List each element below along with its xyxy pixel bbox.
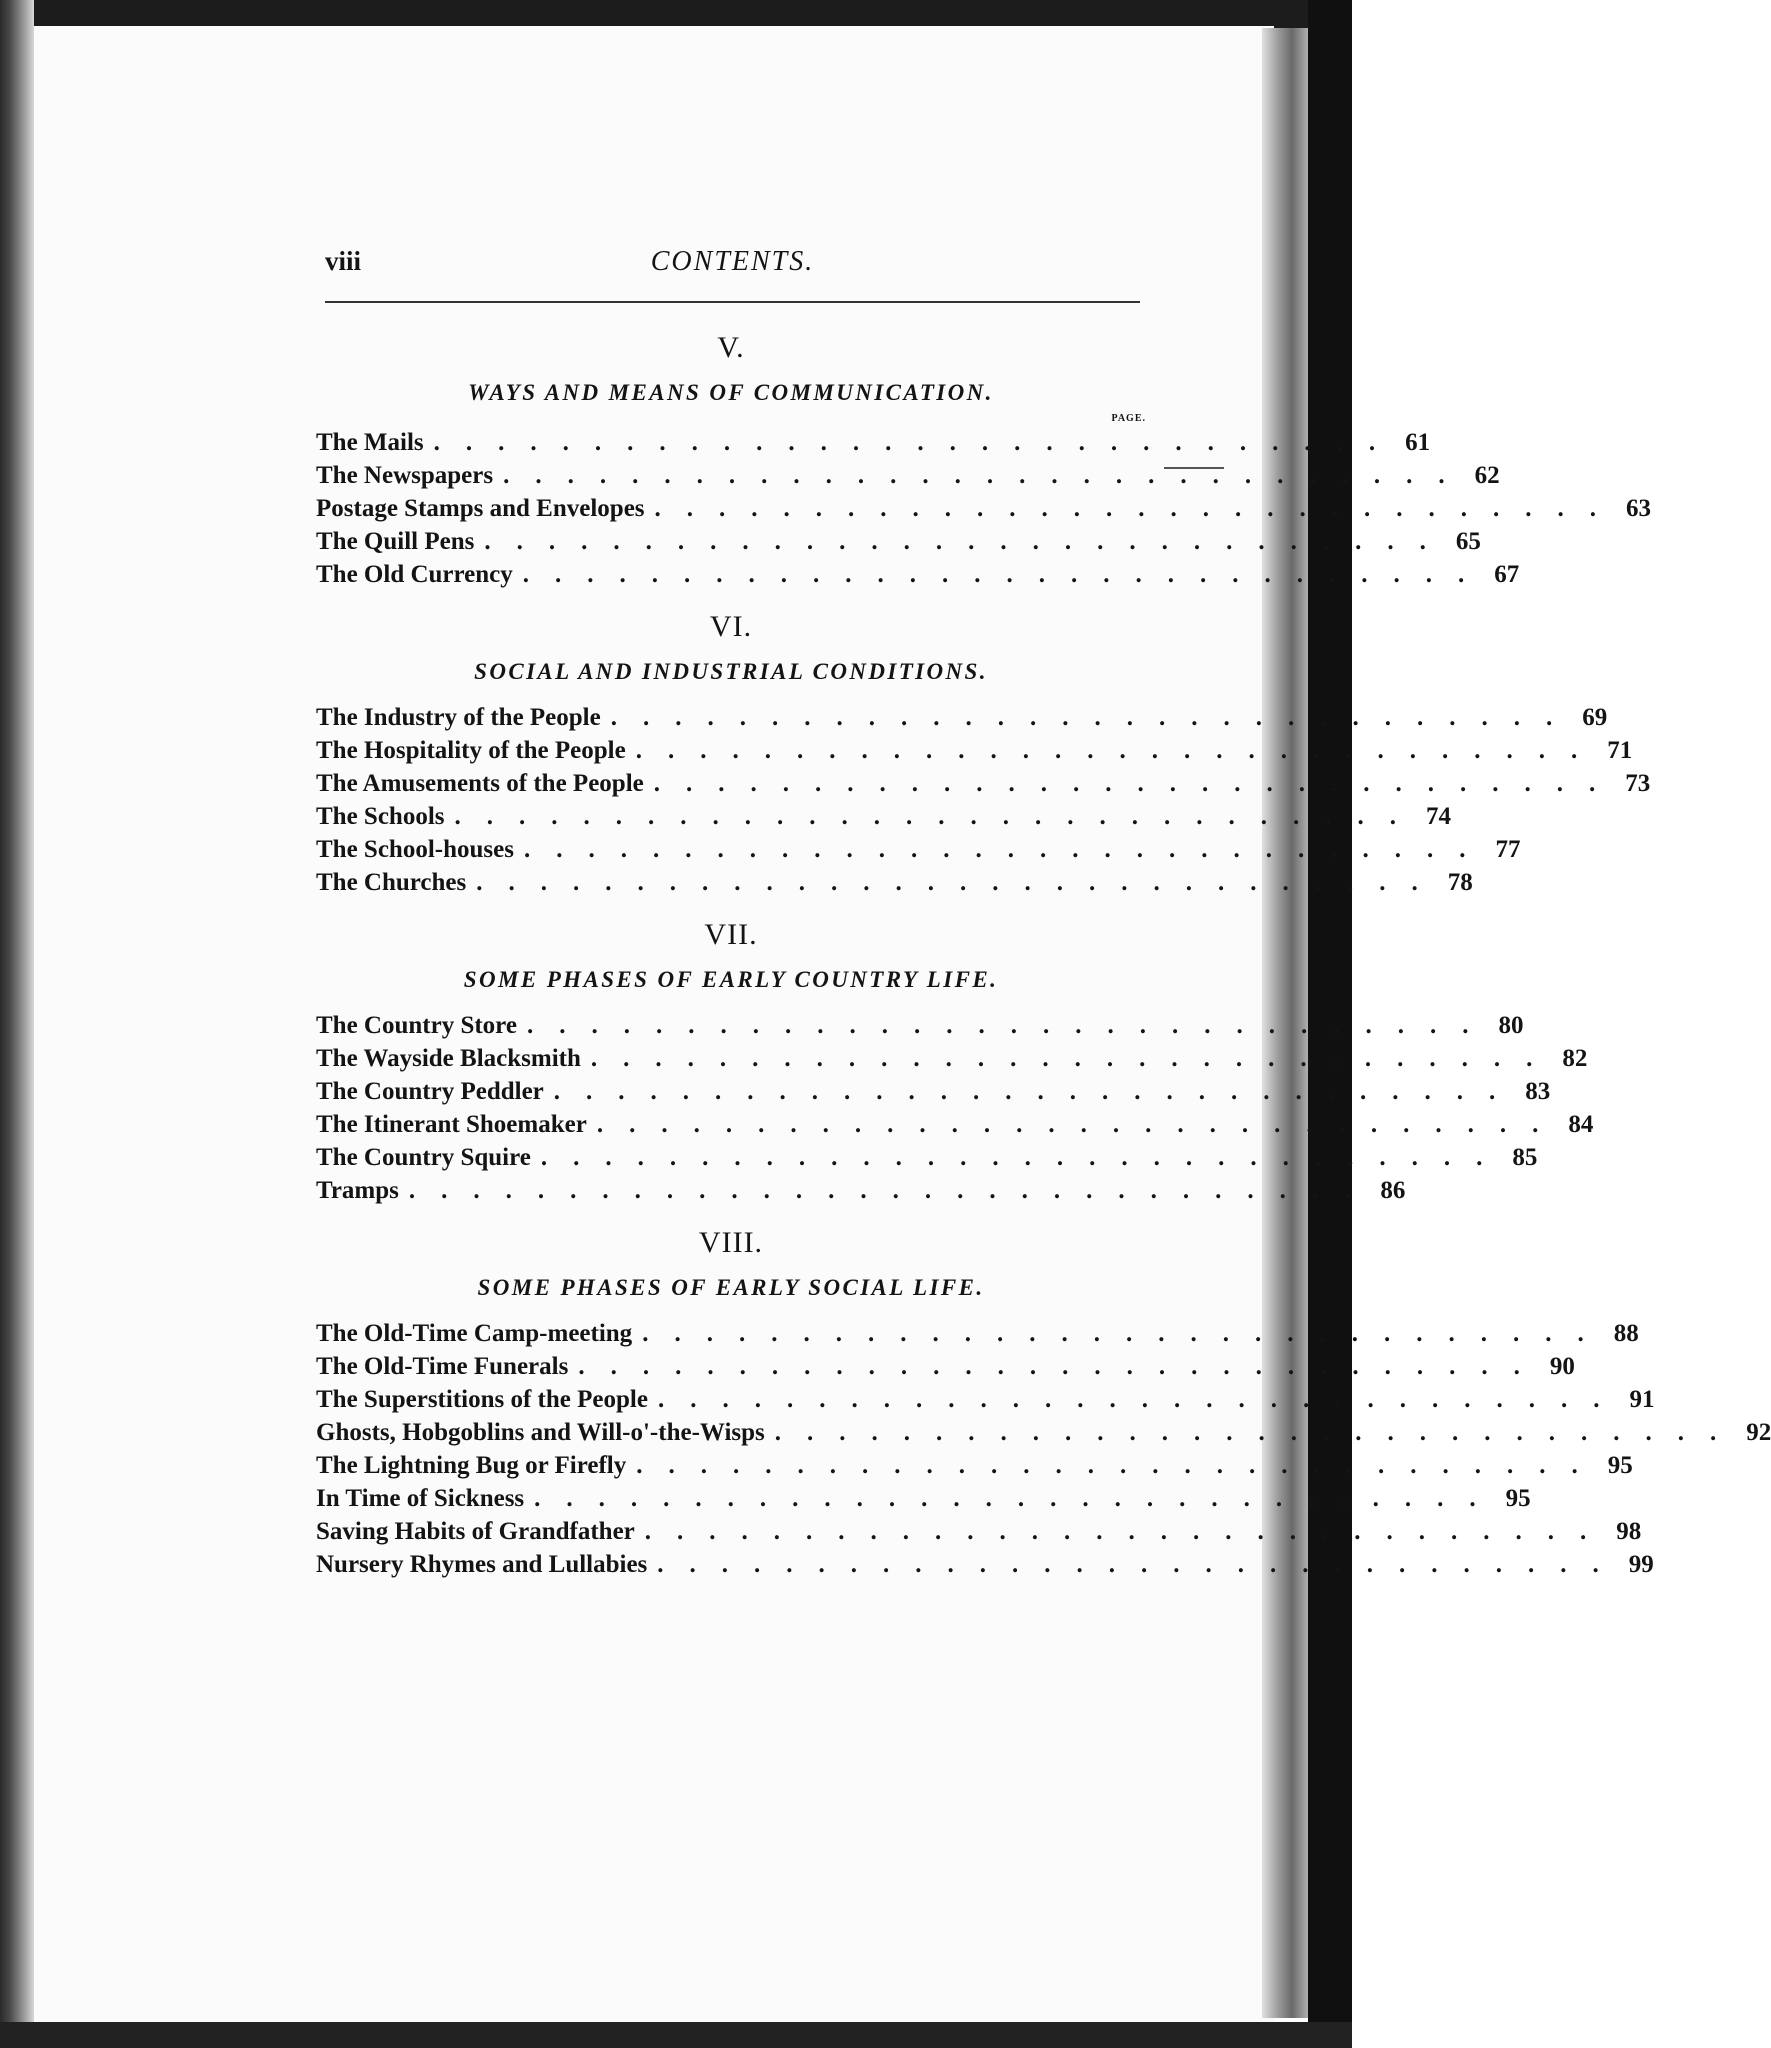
dot-leader: .............................. xyxy=(534,1485,1502,1512)
section-numeral: VI. xyxy=(709,610,753,643)
toc-entry[interactable] xyxy=(316,1042,1588,1075)
toc-entry[interactable] xyxy=(316,1317,1639,1350)
dot-leader: .............................. xyxy=(540,1144,1509,1171)
toc-entry[interactable] xyxy=(316,1449,1633,1482)
toc-entry[interactable] xyxy=(316,734,1633,767)
title-gap xyxy=(316,691,1146,701)
scan-border-left xyxy=(0,0,34,2048)
dot-leader: .............................. xyxy=(526,1012,1495,1039)
toc-entry[interactable] xyxy=(316,800,1452,833)
dot-leader: .............................. xyxy=(454,803,1423,830)
dot-leader: .............................. xyxy=(433,429,1402,456)
entry-page: 91 xyxy=(1629,1386,1655,1413)
toc-entry[interactable] xyxy=(316,1174,1406,1207)
dot-leader: .............................. xyxy=(657,1386,1626,1413)
dot-leader: .............................. xyxy=(610,704,1579,731)
toc-section-viii xyxy=(316,1217,1771,1581)
entry-page: 65 xyxy=(1455,528,1481,555)
entry-page: 95 xyxy=(1505,1485,1531,1512)
entry-page: 69 xyxy=(1582,704,1608,731)
entry-title: The Old-Time Funerals xyxy=(316,1353,569,1380)
section-title: SOME PHASES OF EARLY SOCIAL LIFE. xyxy=(477,1275,985,1300)
toc-entry[interactable] xyxy=(316,1141,1538,1174)
section-title: SOME PHASES OF EARLY COUNTRY LIFE. xyxy=(463,967,999,992)
toc-entry[interactable] xyxy=(316,492,1652,525)
toc-section-vii xyxy=(316,909,1594,1207)
entry-title: The Itinerant Shoemaker xyxy=(316,1111,587,1138)
title-gap xyxy=(316,1307,1146,1317)
dot-leader: .............................. xyxy=(642,1320,1610,1347)
entry-page: 73 xyxy=(1625,770,1651,797)
entry-page: 98 xyxy=(1616,1518,1642,1545)
entry-title: Saving Habits of Grandfather xyxy=(316,1518,635,1545)
entry-title: Tramps xyxy=(316,1177,399,1204)
dot-leader: .............................. xyxy=(484,528,1452,555)
entry-page: 61 xyxy=(1405,429,1431,456)
running-head: CONTENTS. xyxy=(650,246,815,277)
dot-leader: .............................. xyxy=(408,1177,1377,1204)
toc-entry[interactable] xyxy=(316,1515,1642,1548)
dot-leader: .............................. xyxy=(596,1111,1565,1138)
entry-page: 90 xyxy=(1549,1353,1575,1380)
entry-page: 92 xyxy=(1746,1419,1771,1446)
toc-entry[interactable] xyxy=(316,525,1481,558)
dot-leader: .............................. xyxy=(503,462,1471,489)
dot-leader: .............................. xyxy=(578,1353,1546,1380)
entry-list xyxy=(316,426,1652,591)
dot-leader: .............................. xyxy=(590,1045,1559,1072)
entry-title: The Old-Time Camp-meeting xyxy=(316,1320,633,1347)
dot-leader: .............................. xyxy=(654,495,1623,522)
page-header xyxy=(325,246,1140,296)
toc-entry[interactable] xyxy=(316,1350,1575,1383)
entry-page: 74 xyxy=(1426,803,1452,830)
dot-leader: .............................. xyxy=(644,1518,1613,1545)
entry-title: Nursery Rhymes and Lullabies xyxy=(316,1551,648,1578)
entry-title: The Country Store xyxy=(316,1012,517,1039)
dot-leader: .............................. xyxy=(774,1419,1743,1446)
toc-section-v xyxy=(316,322,1652,591)
section-gap xyxy=(316,899,1146,909)
dot-leader: .............................. xyxy=(476,869,1444,896)
dot-leader: .............................. xyxy=(522,561,1491,588)
entry-page: 71 xyxy=(1607,737,1633,764)
entry-page: 88 xyxy=(1613,1320,1639,1347)
toc-entry[interactable] xyxy=(316,1009,1524,1042)
scan-border-bottom xyxy=(0,2022,1352,2048)
entry-title: The Industry of the People xyxy=(316,704,601,731)
entry-title: The School-houses xyxy=(316,836,514,863)
entry-title: In Time of Sickness xyxy=(316,1485,525,1512)
entry-page: 85 xyxy=(1512,1144,1538,1171)
entry-list xyxy=(316,701,1651,899)
entry-page: 78 xyxy=(1447,869,1473,896)
dot-leader: .............................. xyxy=(657,1551,1625,1578)
section-numeral: VIII. xyxy=(698,1226,764,1259)
dot-leader: .............................. xyxy=(635,737,1604,764)
entry-page: 80 xyxy=(1498,1012,1524,1039)
entry-list xyxy=(316,1317,1771,1581)
dot-leader: .............................. xyxy=(523,836,1492,863)
section-gap xyxy=(316,1207,1146,1217)
entry-page: 77 xyxy=(1495,836,1521,863)
entry-title: Postage Stamps and Envelopes xyxy=(316,495,645,522)
toc-entry[interactable] xyxy=(316,1548,1654,1581)
entry-page: 84 xyxy=(1568,1111,1594,1138)
entry-title: The Lightning Bug or Firefly xyxy=(316,1452,627,1479)
section-numeral: V. xyxy=(717,331,745,364)
entry-title: The Amusements of the People xyxy=(316,770,644,797)
entry-title: The Schools xyxy=(316,803,445,830)
entry-title: The Wayside Blacksmith xyxy=(316,1045,581,1072)
entry-title: The Mails xyxy=(316,429,424,456)
entry-title: The Country Peddler xyxy=(316,1078,544,1105)
section-numeral: VII. xyxy=(704,918,758,951)
section-gap xyxy=(316,591,1146,601)
entry-page: 86 xyxy=(1380,1177,1406,1204)
title-gap xyxy=(316,999,1146,1009)
section-title: SOCIAL AND INDUSTRIAL CONDITIONS. xyxy=(474,659,988,684)
toc-entry[interactable] xyxy=(316,459,1500,492)
dot-leader: .............................. xyxy=(553,1078,1522,1105)
section-title: WAYS AND MEANS OF COMMUNICATION. xyxy=(468,380,994,405)
toc-entry[interactable] xyxy=(316,1075,1551,1108)
dot-leader: .............................. xyxy=(636,1452,1604,1479)
page-column-label: PAGE. xyxy=(1111,413,1146,424)
entry-page: 95 xyxy=(1607,1452,1633,1479)
entry-page: 67 xyxy=(1494,561,1520,588)
toc-entry[interactable] xyxy=(316,1383,1655,1416)
entry-list xyxy=(316,1009,1594,1207)
entry-title: The Country Squire xyxy=(316,1144,531,1171)
entry-page: 62 xyxy=(1474,462,1500,489)
dot-leader: .............................. xyxy=(653,770,1622,797)
page-number: viii xyxy=(325,246,362,276)
toc-entry[interactable] xyxy=(316,1482,1531,1515)
entry-title: The Churches xyxy=(316,869,467,896)
toc-entry[interactable] xyxy=(316,866,1473,899)
toc-entry[interactable] xyxy=(316,426,1431,459)
entry-title: The Quill Pens xyxy=(316,528,475,555)
entry-page: 82 xyxy=(1562,1045,1588,1072)
toc-entry[interactable] xyxy=(316,1416,1771,1449)
toc-entry[interactable] xyxy=(316,701,1608,734)
scan-border-top xyxy=(0,0,1352,28)
entry-title: The Hospitality of the People xyxy=(316,737,626,764)
toc-entry[interactable] xyxy=(316,1108,1594,1141)
entry-page: 83 xyxy=(1525,1078,1551,1105)
entry-page: 63 xyxy=(1626,495,1652,522)
toc-entry[interactable] xyxy=(316,558,1520,591)
toc-section-vi xyxy=(316,601,1651,899)
entry-title: The Newspapers xyxy=(316,462,494,489)
entry-title: The Old Currency xyxy=(316,561,513,588)
entry-title: Ghosts, Hobgoblins and Will-o'-the-Wisps xyxy=(316,1419,765,1446)
entry-page: 99 xyxy=(1628,1551,1654,1578)
toc-entry[interactable] xyxy=(316,833,1521,866)
toc-entry[interactable] xyxy=(316,767,1651,800)
header-rule xyxy=(325,301,1140,303)
entry-title: The Superstitions of the People xyxy=(316,1386,648,1413)
table-of-contents xyxy=(316,322,1771,1581)
